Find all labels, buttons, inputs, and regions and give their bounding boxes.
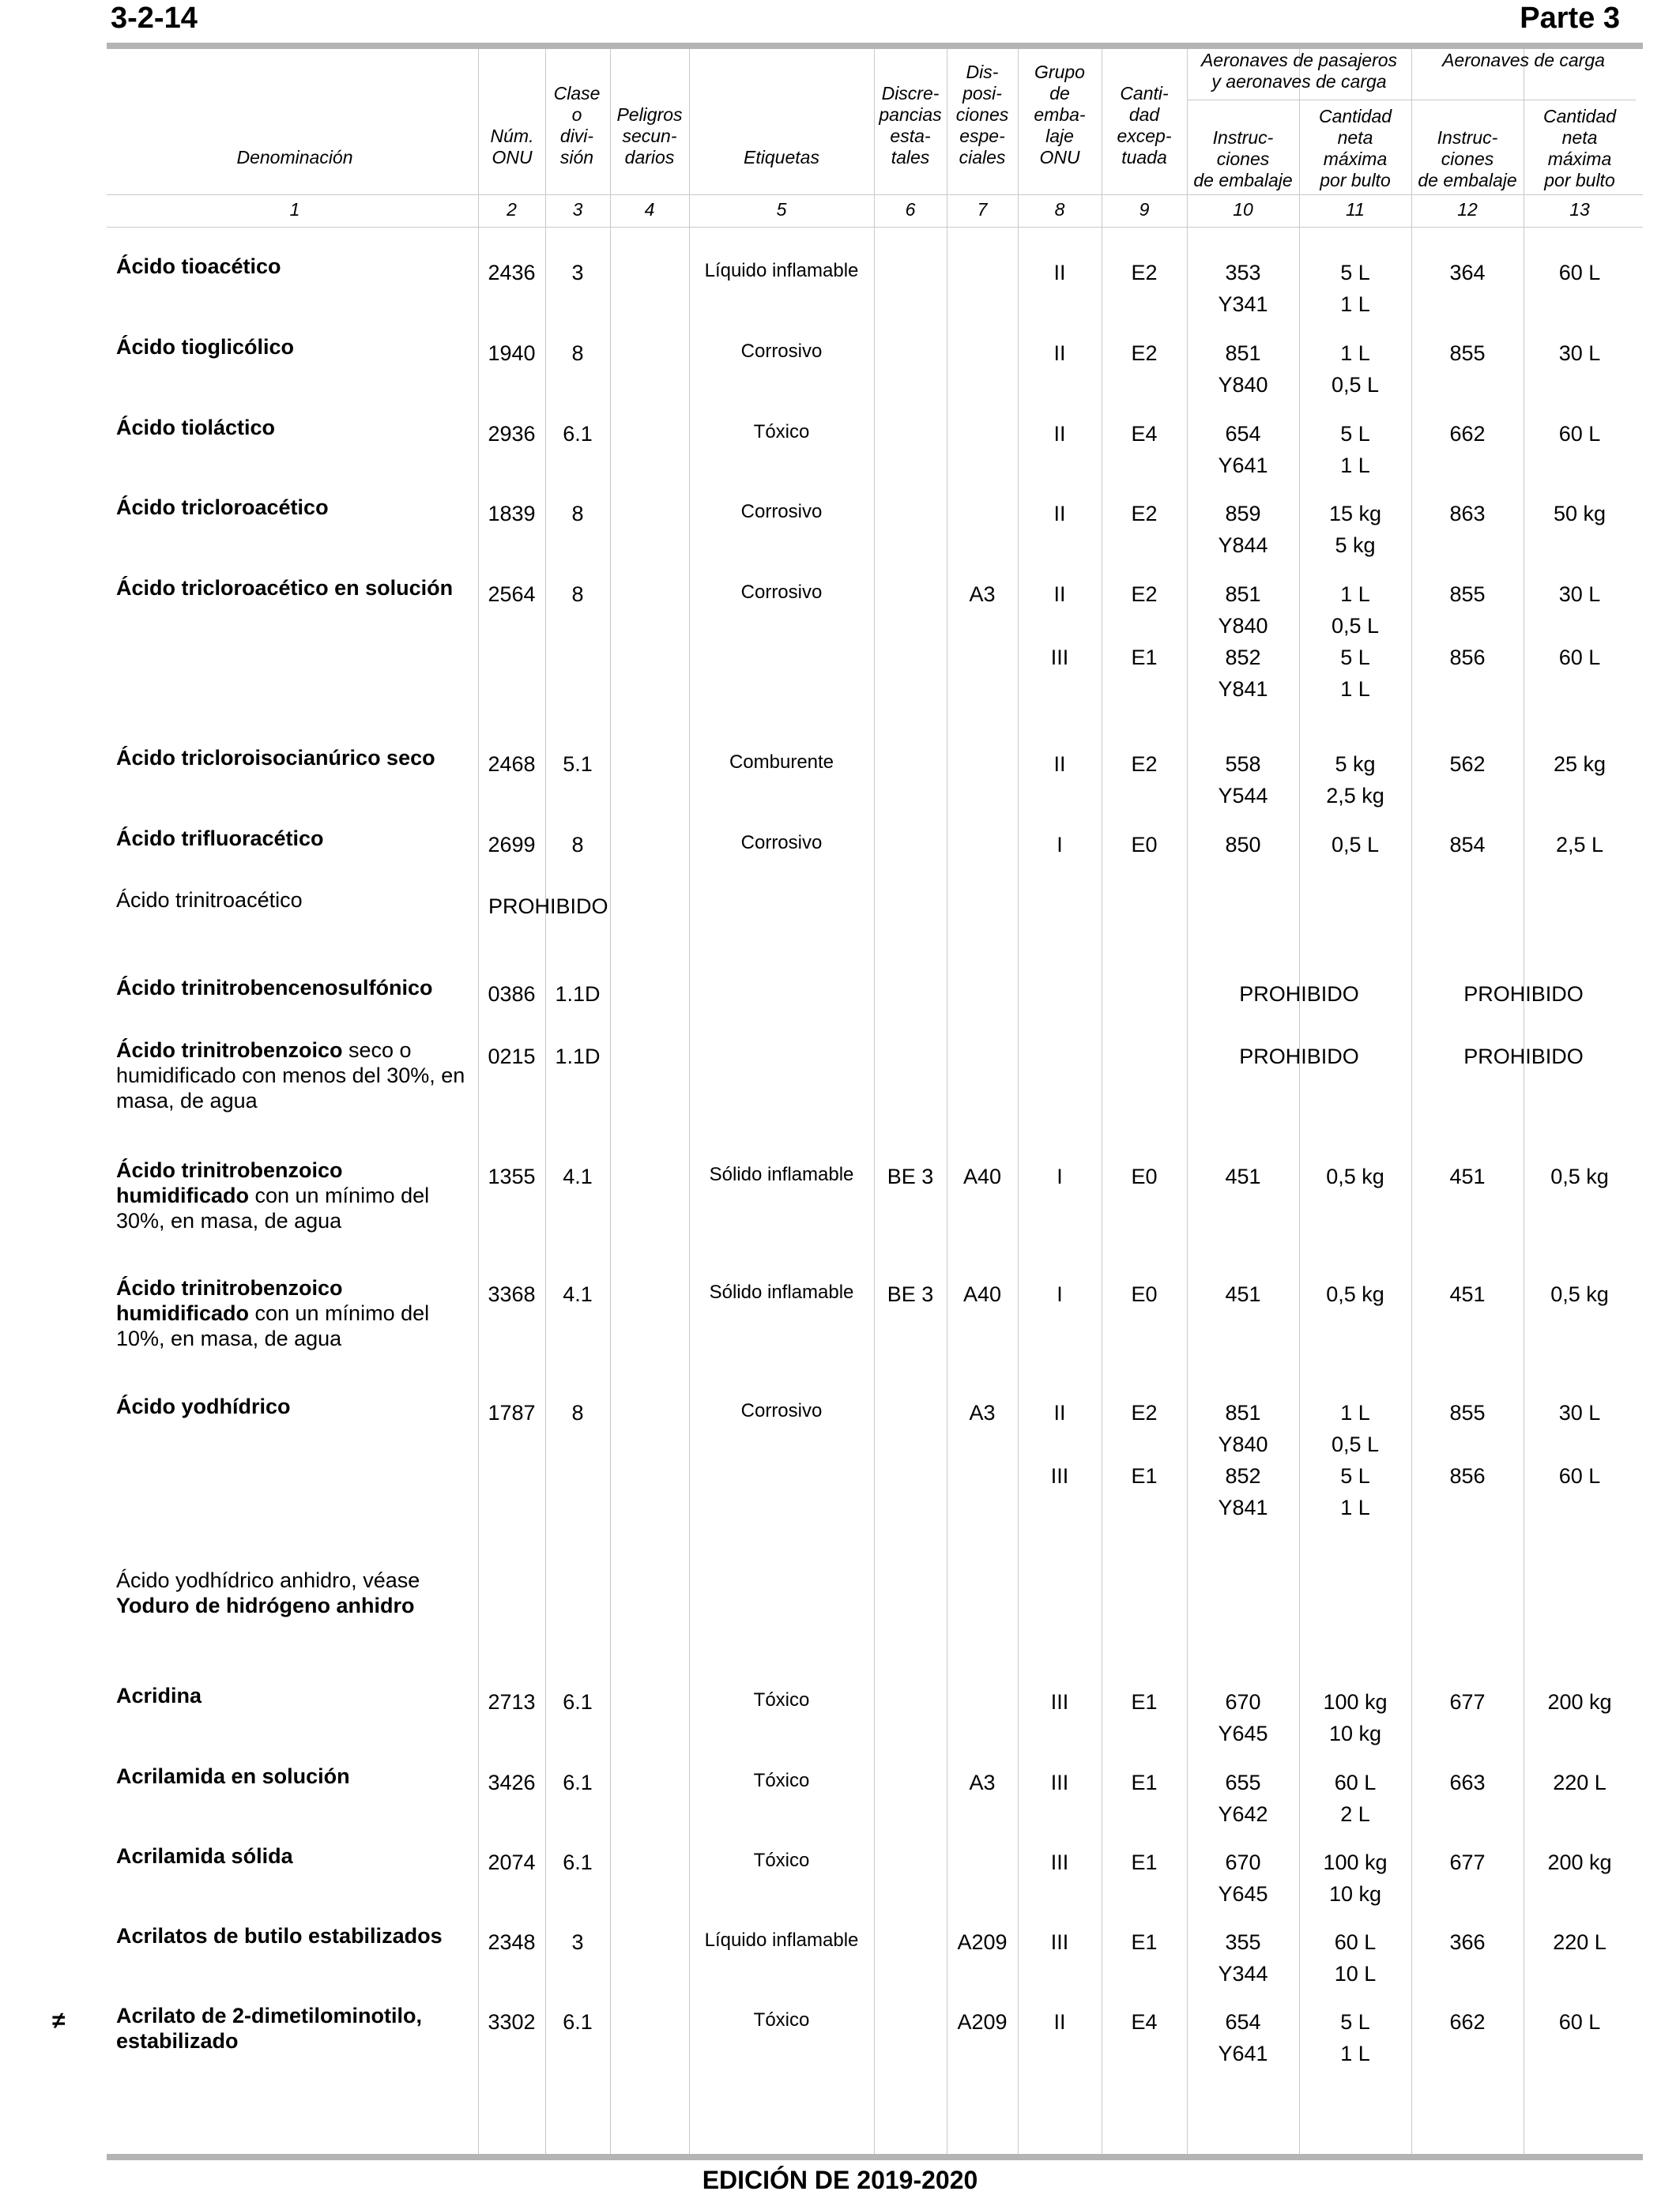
section-number: 3-2-14 — [111, 2, 198, 35]
substance-name: Acrilato de 2-dimetilominotilo, estabilizado — [116, 2004, 423, 2053]
pax-max-quantity: 0,5 L — [1331, 833, 1380, 857]
pax-max-quantity: 2,5 kg — [1326, 784, 1384, 808]
special-provision: A3 — [969, 582, 996, 606]
hazard-class: 3 — [571, 261, 584, 284]
col-head-grupo: Grupo de emba- laje ONU — [1034, 62, 1086, 168]
packing-group: III — [1050, 646, 1069, 669]
column-number: 5 — [776, 199, 787, 220]
cargo-packing-instruction: 854 — [1449, 833, 1486, 857]
column-number: 9 — [1139, 199, 1150, 220]
pax-packing-instruction: 451 — [1225, 1165, 1261, 1188]
substance-name: Acridina — [116, 1684, 202, 1707]
un-number: 2564 — [488, 582, 536, 606]
cargo-max-quantity: 30 L — [1558, 582, 1601, 606]
un-number: 1839 — [488, 502, 536, 525]
cargo-max-quantity: 50 kg — [1553, 502, 1607, 525]
un-number: 2348 — [488, 1930, 536, 1954]
pax-max-quantity: 10 kg — [1328, 1882, 1382, 1906]
un-number: 2713 — [488, 1690, 536, 1714]
pax-packing-instruction: Y645 — [1218, 1722, 1268, 1745]
substance-name: Ácido tricloroacético — [116, 495, 329, 519]
pax-max-quantity: 10 L — [1334, 1962, 1377, 1986]
substance-name: Ácido trifluoracético — [116, 826, 324, 850]
pax-forbidden-text: PROHIBIDO — [1239, 982, 1359, 1006]
col-head-instr-carga: Instruc- ciones de embalaje — [1418, 127, 1517, 190]
hazard-label: Sólido inflamable — [709, 1282, 854, 1303]
pax-packing-instruction: Y641 — [1218, 454, 1268, 477]
hazard-class: 6.1 — [563, 1771, 593, 1794]
un-number: 3368 — [488, 1282, 536, 1306]
packing-group: III — [1050, 1690, 1069, 1714]
packing-group: III — [1050, 1771, 1069, 1794]
column-number: 6 — [905, 199, 916, 220]
excepted-quantity: E2 — [1131, 261, 1158, 284]
column-number: 7 — [977, 199, 988, 220]
column-number: 2 — [507, 199, 517, 220]
hazard-class: 8 — [571, 341, 584, 365]
special-provision: A40 — [962, 1165, 1002, 1188]
substance-name: Ácido tioacético — [116, 254, 281, 278]
substance-name: Ácido trinitrobenzoico seco o humidificado con menos del 30%, en masa, de agua — [116, 1038, 465, 1113]
pax-max-quantity: 15 kg — [1328, 502, 1382, 525]
packing-group: III — [1050, 1464, 1069, 1488]
special-provision: A3 — [969, 1401, 996, 1425]
pax-max-quantity: 100 kg — [1323, 1851, 1388, 1874]
pax-packing-instruction: Y641 — [1218, 2042, 1268, 2065]
col-head-cant-carga: Cantidad neta máxima por bulto — [1543, 106, 1617, 190]
col-head-discrepancias: Discre- pancias esta- tales — [879, 83, 942, 168]
excepted-quantity: E1 — [1131, 1851, 1158, 1874]
column-number: 10 — [1233, 199, 1253, 220]
cargo-packing-instruction: 856 — [1449, 646, 1486, 669]
pax-packing-instruction: Y642 — [1218, 1802, 1268, 1826]
un-number: 3426 — [488, 1771, 536, 1794]
pax-packing-instruction: 451 — [1225, 1282, 1261, 1306]
pax-packing-instruction: 851 — [1225, 341, 1261, 365]
cargo-max-quantity: 220 L — [1553, 1930, 1607, 1954]
cargo-max-quantity: 220 L — [1553, 1771, 1607, 1794]
cargo-forbidden-text: PROHIBIDO — [1463, 1045, 1584, 1068]
cargo-packing-instruction: 451 — [1449, 1282, 1486, 1306]
hazard-label: Tóxico — [753, 1850, 810, 1871]
hazard-label: Sólido inflamable — [709, 1164, 854, 1185]
hazard-class: 3 — [571, 1930, 584, 1954]
cargo-max-quantity: 60 L — [1558, 2010, 1601, 2034]
pax-max-quantity: 10 kg — [1328, 1722, 1382, 1745]
hazard-label: Corrosivo — [740, 832, 823, 853]
row-divider — [107, 194, 1643, 195]
hazard-class: 4.1 — [563, 1165, 593, 1188]
un-number: 1940 — [488, 341, 536, 365]
un-number: 2936 — [488, 422, 536, 446]
pax-packing-instruction: Y844 — [1218, 533, 1268, 557]
hazard-label: Corrosivo — [740, 341, 823, 362]
excepted-quantity: E2 — [1131, 582, 1158, 606]
pax-max-quantity: 1 L — [1340, 341, 1370, 365]
un-number: 1355 — [488, 1165, 536, 1188]
column-number: 8 — [1054, 199, 1065, 220]
un-number: 3302 — [488, 2010, 536, 2034]
hazard-class: 6.1 — [563, 2010, 593, 2034]
pax-packing-instruction: Y645 — [1218, 1882, 1268, 1906]
hazard-label: Líquido inflamable — [704, 260, 859, 281]
pax-packing-instruction: Y544 — [1218, 784, 1268, 808]
pax-packing-instruction: 670 — [1225, 1690, 1261, 1714]
un-number: 0386 — [488, 982, 536, 1006]
col-head-denominacion: Denominación — [236, 147, 353, 168]
column-number: 1 — [289, 199, 300, 220]
amendment-mark: ≠ — [52, 2008, 66, 2034]
excepted-quantity: E1 — [1131, 1690, 1158, 1714]
hazard-label: Corrosivo — [740, 501, 823, 522]
hazard-class: 8 — [571, 833, 584, 857]
pax-max-quantity: 5 kg — [1335, 533, 1376, 557]
substance-name: Ácido tricloroisocianúrico seco — [116, 746, 435, 770]
hazard-label: Líquido inflamable — [704, 1930, 859, 1951]
hazard-class: 6.1 — [563, 422, 593, 446]
hazard-class: 5.1 — [563, 752, 593, 776]
pax-packing-instruction: Y840 — [1218, 614, 1268, 638]
substance-name: Acrilatos de butilo estabilizados — [116, 1924, 443, 1948]
pax-packing-instruction: 654 — [1225, 422, 1261, 446]
excepted-quantity: E4 — [1131, 2010, 1158, 2034]
top-rule — [107, 43, 1643, 49]
un-number: 2436 — [488, 261, 536, 284]
hazard-label: Tóxico — [753, 2009, 810, 2031]
un-number: 0215 — [488, 1045, 536, 1068]
col-head-cant-pas: Cantidad neta máxima por bulto — [1318, 106, 1392, 190]
pax-packing-instruction: Y841 — [1218, 677, 1268, 701]
excepted-quantity: E1 — [1131, 646, 1158, 669]
pax-packing-instruction: Y341 — [1218, 292, 1268, 316]
col-head-etiquetas: Etiquetas — [744, 147, 819, 168]
pax-packing-instruction: 558 — [1225, 752, 1261, 776]
pax-max-quantity: 1 L — [1340, 1496, 1370, 1519]
cargo-packing-instruction: 855 — [1449, 1401, 1486, 1425]
pax-max-quantity: 1 L — [1340, 677, 1370, 701]
cargo-max-quantity: 0,5 kg — [1550, 1165, 1609, 1188]
cargo-packing-instruction: 856 — [1449, 1464, 1486, 1488]
un-number: 1787 — [488, 1401, 536, 1425]
packing-group: II — [1053, 502, 1066, 525]
excepted-quantity: E2 — [1131, 1401, 1158, 1425]
special-provision: A209 — [957, 1930, 1008, 1954]
hazard-class: 8 — [571, 582, 584, 606]
col-head-instr-pas: Instruc- ciones de embalaje — [1193, 127, 1293, 190]
cargo-max-quantity: 30 L — [1558, 1401, 1601, 1425]
hazard-label: Comburente — [729, 751, 834, 773]
substance-name: Ácido tioglicólico — [116, 335, 295, 359]
packing-group: II — [1053, 752, 1066, 776]
substance-name: Acrilamida en solución — [116, 1764, 350, 1788]
packing-group: I — [1057, 1282, 1063, 1306]
pax-packing-instruction: Y841 — [1218, 1496, 1268, 1519]
special-provision: A40 — [962, 1282, 1002, 1306]
column-number: 13 — [1569, 199, 1590, 220]
excepted-quantity: E1 — [1131, 1930, 1158, 1954]
excepted-quantity: E2 — [1131, 502, 1158, 525]
pax-max-quantity: 0,5 L — [1331, 1433, 1380, 1456]
packing-group: II — [1053, 261, 1066, 284]
state-variation: BE 3 — [887, 1165, 934, 1188]
pax-max-quantity: 0,5 L — [1331, 614, 1380, 638]
packing-group: II — [1053, 422, 1066, 446]
cargo-packing-instruction: 677 — [1449, 1851, 1486, 1874]
hazard-class: 1.1D — [555, 982, 601, 1006]
excepted-quantity: E0 — [1131, 1282, 1158, 1306]
hazard-class: 6.1 — [563, 1851, 593, 1874]
un-number: 2699 — [488, 833, 536, 857]
column-divider — [610, 49, 611, 2154]
cargo-max-quantity: 60 L — [1558, 261, 1601, 284]
hazard-label: Tóxico — [753, 1689, 810, 1711]
hazard-label: Corrosivo — [740, 1400, 823, 1421]
pax-max-quantity: 5 L — [1340, 422, 1370, 446]
row-divider — [107, 227, 1643, 228]
column-number: 4 — [644, 199, 655, 220]
pax-max-quantity: 5 L — [1340, 2010, 1370, 2034]
excepted-quantity: E4 — [1131, 422, 1158, 446]
substance-name: Ácido trinitrobenzoico humidificado con un mínimo del 10%, en masa, de agua — [116, 1276, 430, 1350]
cargo-max-quantity: 0,5 kg — [1550, 1282, 1609, 1306]
pax-packing-instruction: 654 — [1225, 2010, 1261, 2034]
pax-packing-instruction: 852 — [1225, 646, 1261, 669]
col-head-clase: Clase o divi- sión — [553, 83, 601, 168]
hazard-label: Corrosivo — [740, 582, 823, 603]
pax-packing-instruction: Y840 — [1218, 1433, 1268, 1456]
un-number: 2468 — [488, 752, 536, 776]
pax-max-quantity: 60 L — [1334, 1930, 1377, 1954]
packing-group: II — [1053, 2010, 1066, 2034]
pax-max-quantity: 0,5 L — [1331, 373, 1380, 397]
cargo-forbidden-text: PROHIBIDO — [1463, 982, 1584, 1006]
pax-max-quantity: 0,5 kg — [1326, 1282, 1384, 1306]
footer-edition: EDICIÓN DE 2019-2020 — [702, 2166, 978, 2194]
state-variation: BE 3 — [887, 1282, 934, 1306]
cargo-packing-instruction: 855 — [1449, 341, 1486, 365]
col-group-carga: Aeronaves de carga — [1442, 50, 1605, 70]
excepted-quantity: E1 — [1131, 1464, 1158, 1488]
pax-packing-instruction: 670 — [1225, 1851, 1261, 1874]
pax-max-quantity: 1 L — [1340, 1401, 1370, 1425]
hazard-label: Tóxico — [753, 1770, 810, 1791]
hazard-class: 6.1 — [563, 1690, 593, 1714]
pax-max-quantity: 1 L — [1340, 292, 1370, 316]
cargo-packing-instruction: 662 — [1449, 422, 1486, 446]
col-head-cantidad: Canti- dad excep- tuada — [1117, 83, 1172, 168]
pax-packing-instruction: 655 — [1225, 1771, 1261, 1794]
part-title: Parte 3 — [1520, 2, 1620, 35]
excepted-quantity: E0 — [1131, 833, 1158, 857]
col-head-num-onu: Núm. ONU — [490, 126, 534, 168]
cargo-packing-instruction: 662 — [1449, 2010, 1486, 2034]
col-group-pasajeros: Aeronaves de pasajeros y aeronaves de carga — [1200, 50, 1398, 92]
substance-name: Ácido trinitrobenzoico humidificado con un mínimo del 30%, en masa, de agua — [116, 1158, 430, 1233]
pax-max-quantity: 5 kg — [1335, 752, 1376, 776]
cargo-packing-instruction: 677 — [1449, 1690, 1486, 1714]
packing-group: II — [1053, 1401, 1066, 1425]
packing-group: II — [1053, 582, 1066, 606]
pax-max-quantity: 1 L — [1340, 582, 1370, 606]
pax-packing-instruction: 851 — [1225, 582, 1261, 606]
pax-packing-instruction: 851 — [1225, 1401, 1261, 1425]
cargo-max-quantity: 25 kg — [1553, 752, 1607, 776]
hazard-class: 4.1 — [563, 1282, 593, 1306]
substance-name: Acrilamida sólida — [116, 1844, 293, 1868]
substance-name: Ácido yodhídrico anhidro, véase Yoduro de hidrógeno anhidro — [116, 1568, 420, 1617]
pax-max-quantity: 2 L — [1340, 1802, 1370, 1826]
pax-max-quantity: 60 L — [1334, 1771, 1377, 1794]
pax-packing-instruction: 852 — [1225, 1464, 1261, 1488]
substance-name: Ácido tricloroacético en solución — [116, 576, 454, 600]
un-number: 2074 — [488, 1851, 536, 1874]
cargo-packing-instruction: 855 — [1449, 582, 1486, 606]
pax-forbidden-text: PROHIBIDO — [1239, 1045, 1359, 1068]
packing-group: III — [1050, 1851, 1069, 1874]
packing-group: III — [1050, 1930, 1069, 1954]
hazard-class: 8 — [571, 1401, 584, 1425]
column-divider — [874, 49, 875, 2154]
column-number: 11 — [1346, 199, 1365, 220]
cargo-packing-instruction: 663 — [1449, 1771, 1486, 1794]
cargo-packing-instruction: 364 — [1449, 261, 1486, 284]
pax-max-quantity: 5 L — [1340, 261, 1370, 284]
cargo-max-quantity: 60 L — [1558, 646, 1601, 669]
forbidden-text: PROHIBIDO — [488, 894, 608, 918]
pax-max-quantity: 100 kg — [1323, 1690, 1388, 1714]
packing-group: I — [1057, 833, 1063, 857]
col-head-peligros: Peligros secun- darios — [616, 104, 683, 168]
cargo-packing-instruction: 863 — [1449, 502, 1486, 525]
cargo-max-quantity: 2,5 L — [1555, 833, 1604, 857]
excepted-quantity: E2 — [1131, 752, 1158, 776]
excepted-quantity: E2 — [1131, 341, 1158, 365]
cargo-max-quantity: 200 kg — [1547, 1690, 1612, 1714]
pax-max-quantity: 5 L — [1340, 1464, 1370, 1488]
special-provision: A3 — [969, 1771, 996, 1794]
pax-packing-instruction: 355 — [1225, 1930, 1261, 1954]
column-number: 3 — [572, 199, 583, 220]
cargo-packing-instruction: 366 — [1449, 1930, 1486, 1954]
cargo-packing-instruction: 451 — [1449, 1165, 1486, 1188]
pax-max-quantity: 1 L — [1340, 2042, 1370, 2065]
hazard-class: 8 — [571, 502, 584, 525]
pax-packing-instruction: Y344 — [1218, 1962, 1268, 1986]
col-head-disposiciones: Dis- posi- ciones espe- ciales — [955, 62, 1009, 168]
cargo-max-quantity: 200 kg — [1547, 1851, 1612, 1874]
pax-packing-instruction: 353 — [1225, 261, 1261, 284]
pax-packing-instruction: 850 — [1225, 833, 1261, 857]
substance-name: Ácido tioláctico — [116, 416, 276, 439]
cargo-max-quantity: 60 L — [1558, 1464, 1601, 1488]
pax-packing-instruction: Y840 — [1218, 373, 1268, 397]
cargo-max-quantity: 30 L — [1558, 341, 1601, 365]
pax-packing-instruction: 859 — [1225, 502, 1261, 525]
excepted-quantity: E0 — [1131, 1165, 1158, 1188]
hazard-class: 1.1D — [555, 1045, 601, 1068]
hazard-label: Tóxico — [753, 421, 810, 442]
excepted-quantity: E1 — [1131, 1771, 1158, 1794]
cargo-packing-instruction: 562 — [1449, 752, 1486, 776]
special-provision: A209 — [957, 2010, 1008, 2034]
substance-name: Ácido trinitroacético — [116, 888, 303, 912]
bottom-rule — [107, 2154, 1643, 2160]
substance-name: Ácido trinitrobencenosulfónico — [116, 976, 433, 1000]
cargo-max-quantity: 60 L — [1558, 422, 1601, 446]
packing-group: II — [1053, 341, 1066, 365]
pax-max-quantity: 0,5 kg — [1326, 1165, 1384, 1188]
substance-name: Ácido yodhídrico — [116, 1395, 291, 1418]
column-number: 12 — [1457, 199, 1478, 220]
pax-max-quantity: 5 L — [1340, 646, 1370, 669]
pax-max-quantity: 1 L — [1340, 454, 1370, 477]
packing-group: I — [1057, 1165, 1063, 1188]
